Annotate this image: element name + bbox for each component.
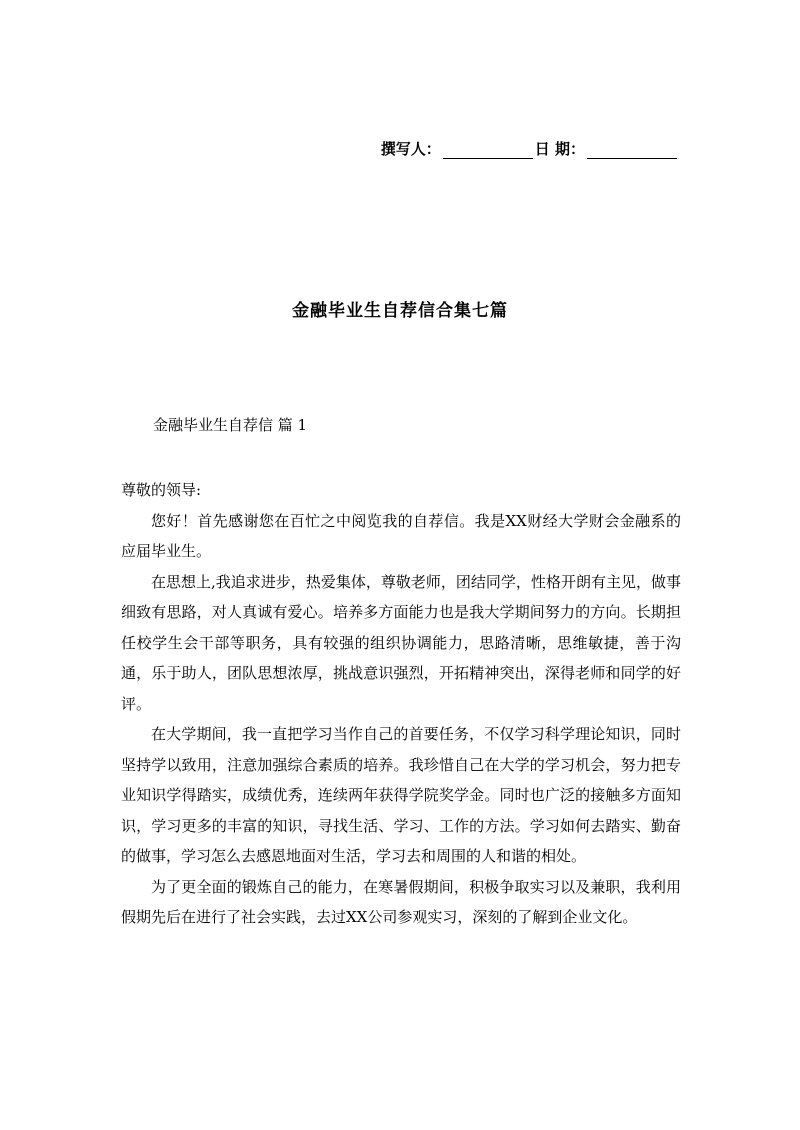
paragraph-3: 在大学期间，我一直把学习当作自己的首要任务，不仅学习科学理论知识，同时坚持学以致用，注意加强综合素质的培养。我珍惜自己在大学的学习机会，努力把专业知识学得踏实，成绩优秀，连续两年获得学院奖学金。同时也广泛的接触多方面知识，学习更多的丰富的知识，寻找生活、学习、工作的方法。学习如何去踏实、勤奋的做事，学习怎么去感恩地面对生活，学习去和周围的人和谐的相处。: [121, 725, 681, 865]
author-label: 撰写人：: [380, 140, 441, 158]
letter-body: [121, 475, 681, 933]
section-heading: 金融毕业生自荐信 篇 1: [153, 416, 308, 434]
document-title: 金融毕业生自荐信合集七篇: [292, 301, 508, 321]
date-label: 日 期：: [534, 140, 585, 158]
salutation: 尊敬的领导:: [121, 481, 202, 499]
author-date-line: [381, 138, 679, 159]
paragraph-4: 为了更全面的锻炼自己的能力，在寒暑假期间，积极争取实习以及兼职，我利用假期先后在进行了社会实践，去过XX公司参观实习，深刻的了解到企业文化。: [121, 877, 681, 926]
paragraph-1: 您好！首先感谢您在百忙之中阅览我的自荐信。我是XX财经大学财会金融系的应届毕业生。: [121, 511, 681, 560]
paragraph-2: 在思想上,我追求进步，热爱集体，尊敬老师，团结同学，性格开朗有主见，做事细致有思路，对人真诚有爱心。培养多方面能力也是我大学期间努力的方向。长期担任校学生会干部等职务，具有较强的组织协调能力，思路清晰，思维敏捷，善于沟通，乐于助人，团队思想浓厚，挑战意识强烈，开拓精神突出，深得老师和同学的好评。: [121, 572, 681, 713]
author-blank: [443, 141, 533, 159]
date-blank: [587, 141, 677, 159]
